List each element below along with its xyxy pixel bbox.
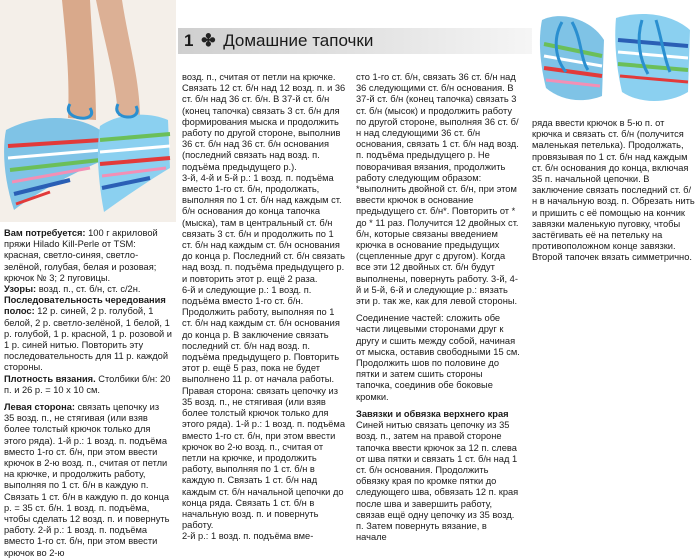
title-bar — [178, 28, 546, 54]
materials-label: Вам потребуется: — [4, 228, 86, 238]
col2-paragraph-1: возд. п., считая от петли на крючке. Связать 12 ст. б/н над 12 возд. п. и 36 ст. б/н над 36 ст. б/н. В 37-й ст. б/н (конец тапочка) связать 3 ст. б/н для формирования мыска и продолжить работу по другой стороне, выполнив 36 ст. б/н над 36 ст. б/н основания (последний связать над возд. п. подъёма предыдущего р.). — [182, 72, 346, 172]
materials-paragraph — [4, 228, 172, 284]
patterns-label: Узоры: — [4, 284, 37, 295]
photo-feet-in-slippers — [0, 0, 176, 222]
gauge-text: Столбики б/н: 20 п. и 26 р. = 10 х 10 см. — [4, 373, 171, 395]
patterns-paragraph — [4, 284, 172, 295]
col2-paragraph-5: 2-й р.: 1 возд. п. подъёма вме- — [182, 531, 314, 542]
assembly-paragraph: Соединение частей: сложить обе части лицевыми сторонами друг к другу и сшить между собой, начиная от мыска, оставив свободными 15 см. Продолжить шов по половине до пятки и затем сшить стороны тапочка, соединив обе боковые кромки. — [356, 313, 520, 402]
patterns-text: возд. п., ст. б/н, ст. с/2н. — [36, 284, 141, 295]
second-slipper-paragraph: Второй тапочек вязать симметрично. — [532, 252, 692, 263]
ties-heading: Завязки и обвязка верхнего края — [356, 408, 509, 419]
gauge-paragraph — [4, 374, 172, 396]
ties-paragraph: Синей нитью связать цепочку из 35 возд. п., затем на правой стороне тапочка ввести крючок за 12 п. слева от шва пятки и связать 1 ст. б/н над 1 ст. б/н основания. Продолжить обвязку края по кромке пятки до следующего шва, обвязать 12 п. края после шва и завершить работу, связав ещё одну цепочку из 35 возд. п. Затем повернуть вязание, в начале — [356, 420, 519, 543]
col3-paragraph-1: сто 1-го ст. б/н, связать 36 ст. б/н над 36 следующими ст. б/н основания. В 37-й ст. б/н (конец тапочка) связать 3 ст. б/н (мысок) и продолжить работу по другой стороне, выполняя 36 ст. б/н над следующими 36 ст. б/н основания, связать 1 ст. б/н над возд. п. подъёма предыдущего р. Не поворачивая вязания, продолжить работу следующим образом: *выполнить двойной ст. б/н, при этом ввести крючок в основание предыдущего ст. б/н*. Повторить от * до * 11 раз. Получится 12 двойных ст. б/н, которые связаны введением крючка в основание предыдущих (сцепленные друг с другом). Когда все эти 12 двойных ст. б/н будут выполнены, повернуть работу. 3-й, 4-й и 5-й, 6-й и следующие р.: вязать эти р. так же, как для левой стороны. — [356, 72, 519, 307]
materials-text: 100 г акриловой пряжи Hilado Kill-Perle от TSM: красная, светло-синяя, светло-зелёной, голубая, белая и розовая; крючок № 3; 2 пуговицы. — [4, 228, 158, 283]
column-3 — [356, 72, 520, 543]
pattern-number: 1 — [184, 31, 194, 50]
left-side-text: связать цепочку из 35 возд. п., не стягивая (или взяв более толстый крючок только для этого ряда). 1-й р.: 1 возд. п. подъёма вместо 1-го ст. б/н, при этом ввести крючок в 2-ю возд. п., считая от петли на крючке, и продолжить работу, выполняя по 1 ст. б/н в каждую п. Связать 1 ст. б/н в каждую п. до конца р. = 35 ст. б/н. 1 возд. п. подъёма, чтобы сделать 12 возд. п. и повернуть работу. 2-й р.: 1 возд. п. подъёма вместо 1-го ст. б/н, при этом ввести крючок во 2-ю — [4, 402, 170, 558]
left-side-label: Левая сторона: — [4, 402, 75, 413]
stripes-paragraph — [4, 295, 172, 373]
column-2 — [182, 72, 346, 543]
photo-slippers-pair — [532, 0, 700, 112]
stripes-text: 12 р. синей, 2 р. голубой, 1 белой, 2 р. светло-зелёной, 1 белой, 1 р. голубой, 1 р. красной, 1 р. розовой и 1 р. синей нитью. Повторить эту последовательность для 11 р. каждой стороны. — [4, 306, 172, 373]
col4-paragraph-1: ряда ввести крючок в 5-ю п. от крючка и связать ст. б/н (получится маленькая петелька). Продолжать, провязывая по 1 ст. б/н над каждым ст. б/н основания до конца, включая 35 п. начальной цепочки. В заключение связать последний ст. б/н в начальную возд. п. Обрезать нить и пришить с её помощью на кончик завязки маленькую пуговку, чтобы застёгивать её на петельку на противоположном конце завязки. — [532, 118, 695, 252]
page-title — [184, 28, 373, 54]
left-side-paragraph — [4, 402, 172, 559]
col2-paragraph-2: 3-й, 4-й и 5-й р.: 1 возд. п. подъёма вместо 1-го ст. б/н, продолжать, выполняя по 1 ст. б/н над каждым ст. б/н основания до конца тапочка (мыска), там в центральный ст. б/н связать 3 ст. б/н и продолжить по 1 ст. б/н над каждым ст. б/н основания до конца р. Последний ст. б/н связать над возд. п. подъёма предыдущего р. и повторить этот р. ещё 2 раза. — [182, 172, 346, 284]
gauge-label: Плотность вязания. — [4, 373, 96, 384]
col2-paragraph-3: 6-й и следующие р.: 1 возд. п. подъёма вместо 1-го ст. б/н. Продолжить работу, выполняя по 1 ст. б/н над каждым ст. б/н основания до конца р. В заключение связать последний ст. б/н над возд. п. подъёма предыдущего р. Повторить этот р. ещё 5 раз, пока не будет выполнено 11 р. от начала работы. — [182, 284, 340, 385]
clover-icon: ✤ — [201, 31, 216, 50]
pattern-title: Домашние тапочки — [223, 31, 374, 50]
stripes-label: Последовательность чередования полос: — [4, 295, 166, 317]
right-side-paragraph: Правая сторона: связать цепочку из 35 возд. п., не стягивая (или взяв более толстый крючок только для этого ряда). 1-й р.: 1 возд. п. подъёма вместо 1-го ст. б/н, при этом ввести крючок во 2-ю возд. п., считая от петли на крючке, и продолжить работу, выполняя по 1 ст. б/н в каждую п. Связать 1 ст. б/н над каждым ст. б/н начальной цепочки до конца ряда. Связать 1 ст. б/н в начальную возд. п. и повернуть работу. — [182, 385, 345, 531]
column-1 — [4, 228, 172, 559]
column-4 — [532, 118, 696, 264]
